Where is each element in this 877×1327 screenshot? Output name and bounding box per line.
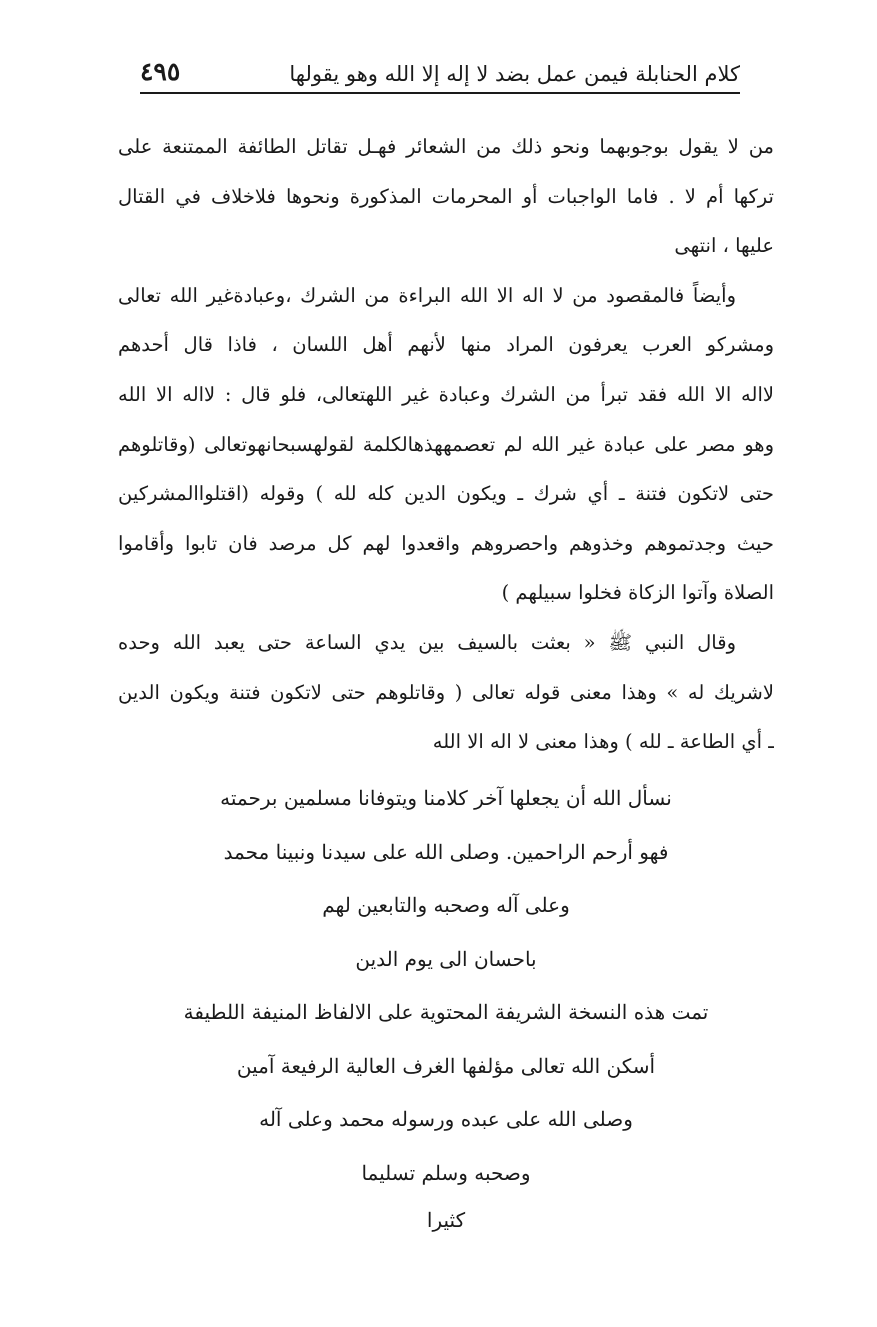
colophon-line: فهو أرحم الراحمين. وصلى الله على سيدنا ونبينا محمد <box>223 839 669 864</box>
page-number: ٤٩٥ <box>140 57 181 86</box>
colophon-line: كثيرا <box>426 1208 466 1232</box>
colophon-line: نسأل الله أن يجعلها آخر كلامنا ويتوفانا مسلمين برحمته <box>220 786 672 810</box>
text-line: من لا يقول بوجوبهما ونحو ذلك من الشعائر فهـل تقاتل الطائفة الممتنعة على <box>118 135 774 158</box>
colophon-line: وصلى الله على عبده ورسوله محمد وعلى آله <box>259 1107 633 1131</box>
colophon-line: وعلى آله وصحبه والتابعين لهم <box>322 893 570 917</box>
text-line: تركها أم لا . فاما الواجبات أو المحرمات المذكورة ونحوها فلاخلاف في القتال <box>118 184 774 208</box>
text-line: ـ أي الطاعة ـ لله ) وهذا معنى لا اله الا الله <box>432 730 774 754</box>
text-line: وأيضاً فالمقصود من لا اله الا الله البراءة من الشرك ،وعبادةغير الله تعالى <box>118 283 736 307</box>
text-line: حتى لاتكون فتنة ـ أي شرك ـ ويكون الدين كله لله ) وقوله (اقتلواالمشركين <box>118 482 774 506</box>
text-line: الصلاة وآتوا الزكاة فخلوا سبيلهم ) <box>501 581 774 605</box>
closing-colophon <box>118 772 774 1240</box>
colophon-line: تمت هذه النسخة الشريفة المحتوية على الالفاظ المنيفة اللطيفة <box>183 1000 709 1024</box>
text-line: ومشركو العرب يعرفون المراد منها لأنهم أهل اللسان ، فاذا قال أحدهم <box>118 333 774 357</box>
colophon-line: وصحبه وسلم تسليما <box>361 1160 531 1185</box>
colophon-line: أسكن الله تعالى مؤلفها الغرف العالية الرفيعة آمين <box>236 1053 656 1078</box>
text-line: حيث وجدتموهم وخذوهم واحصروهم واقعدوا لهم كل مرصد فان تابوا وأقاموا <box>118 531 774 555</box>
running-title: كلام الحنابلة فيمن عمل بضد لا إله إلا الله وهو يقولها <box>289 62 740 86</box>
page-header <box>140 46 740 86</box>
colophon-line: باحسان الى يوم الدين <box>355 946 537 971</box>
text-line: لاشريك له » وهذا معنى قوله تعالى ( وقاتلوهم حتى لاتكون فتنة ويكون الدين <box>118 680 774 704</box>
text-line: عليها ، انتهى <box>674 234 774 258</box>
text-line: وهو مصر على عبادة غير الله لم تعصمههذهالكلمة لقولهسبحانهوتعالى (وقاتلوهم <box>118 432 774 456</box>
text-line: وقال النبي ﷺ « بعثت بالسيف بين يدي الساعة حتى يعبد الله وحده <box>118 630 736 654</box>
text-line: لااله الا الله فقد تبرأ من الشرك وعبادة غير اللهتعالى، فلو قال : لااله الا الله <box>118 382 774 406</box>
main-text <box>118 122 774 767</box>
header-rule <box>140 92 740 94</box>
